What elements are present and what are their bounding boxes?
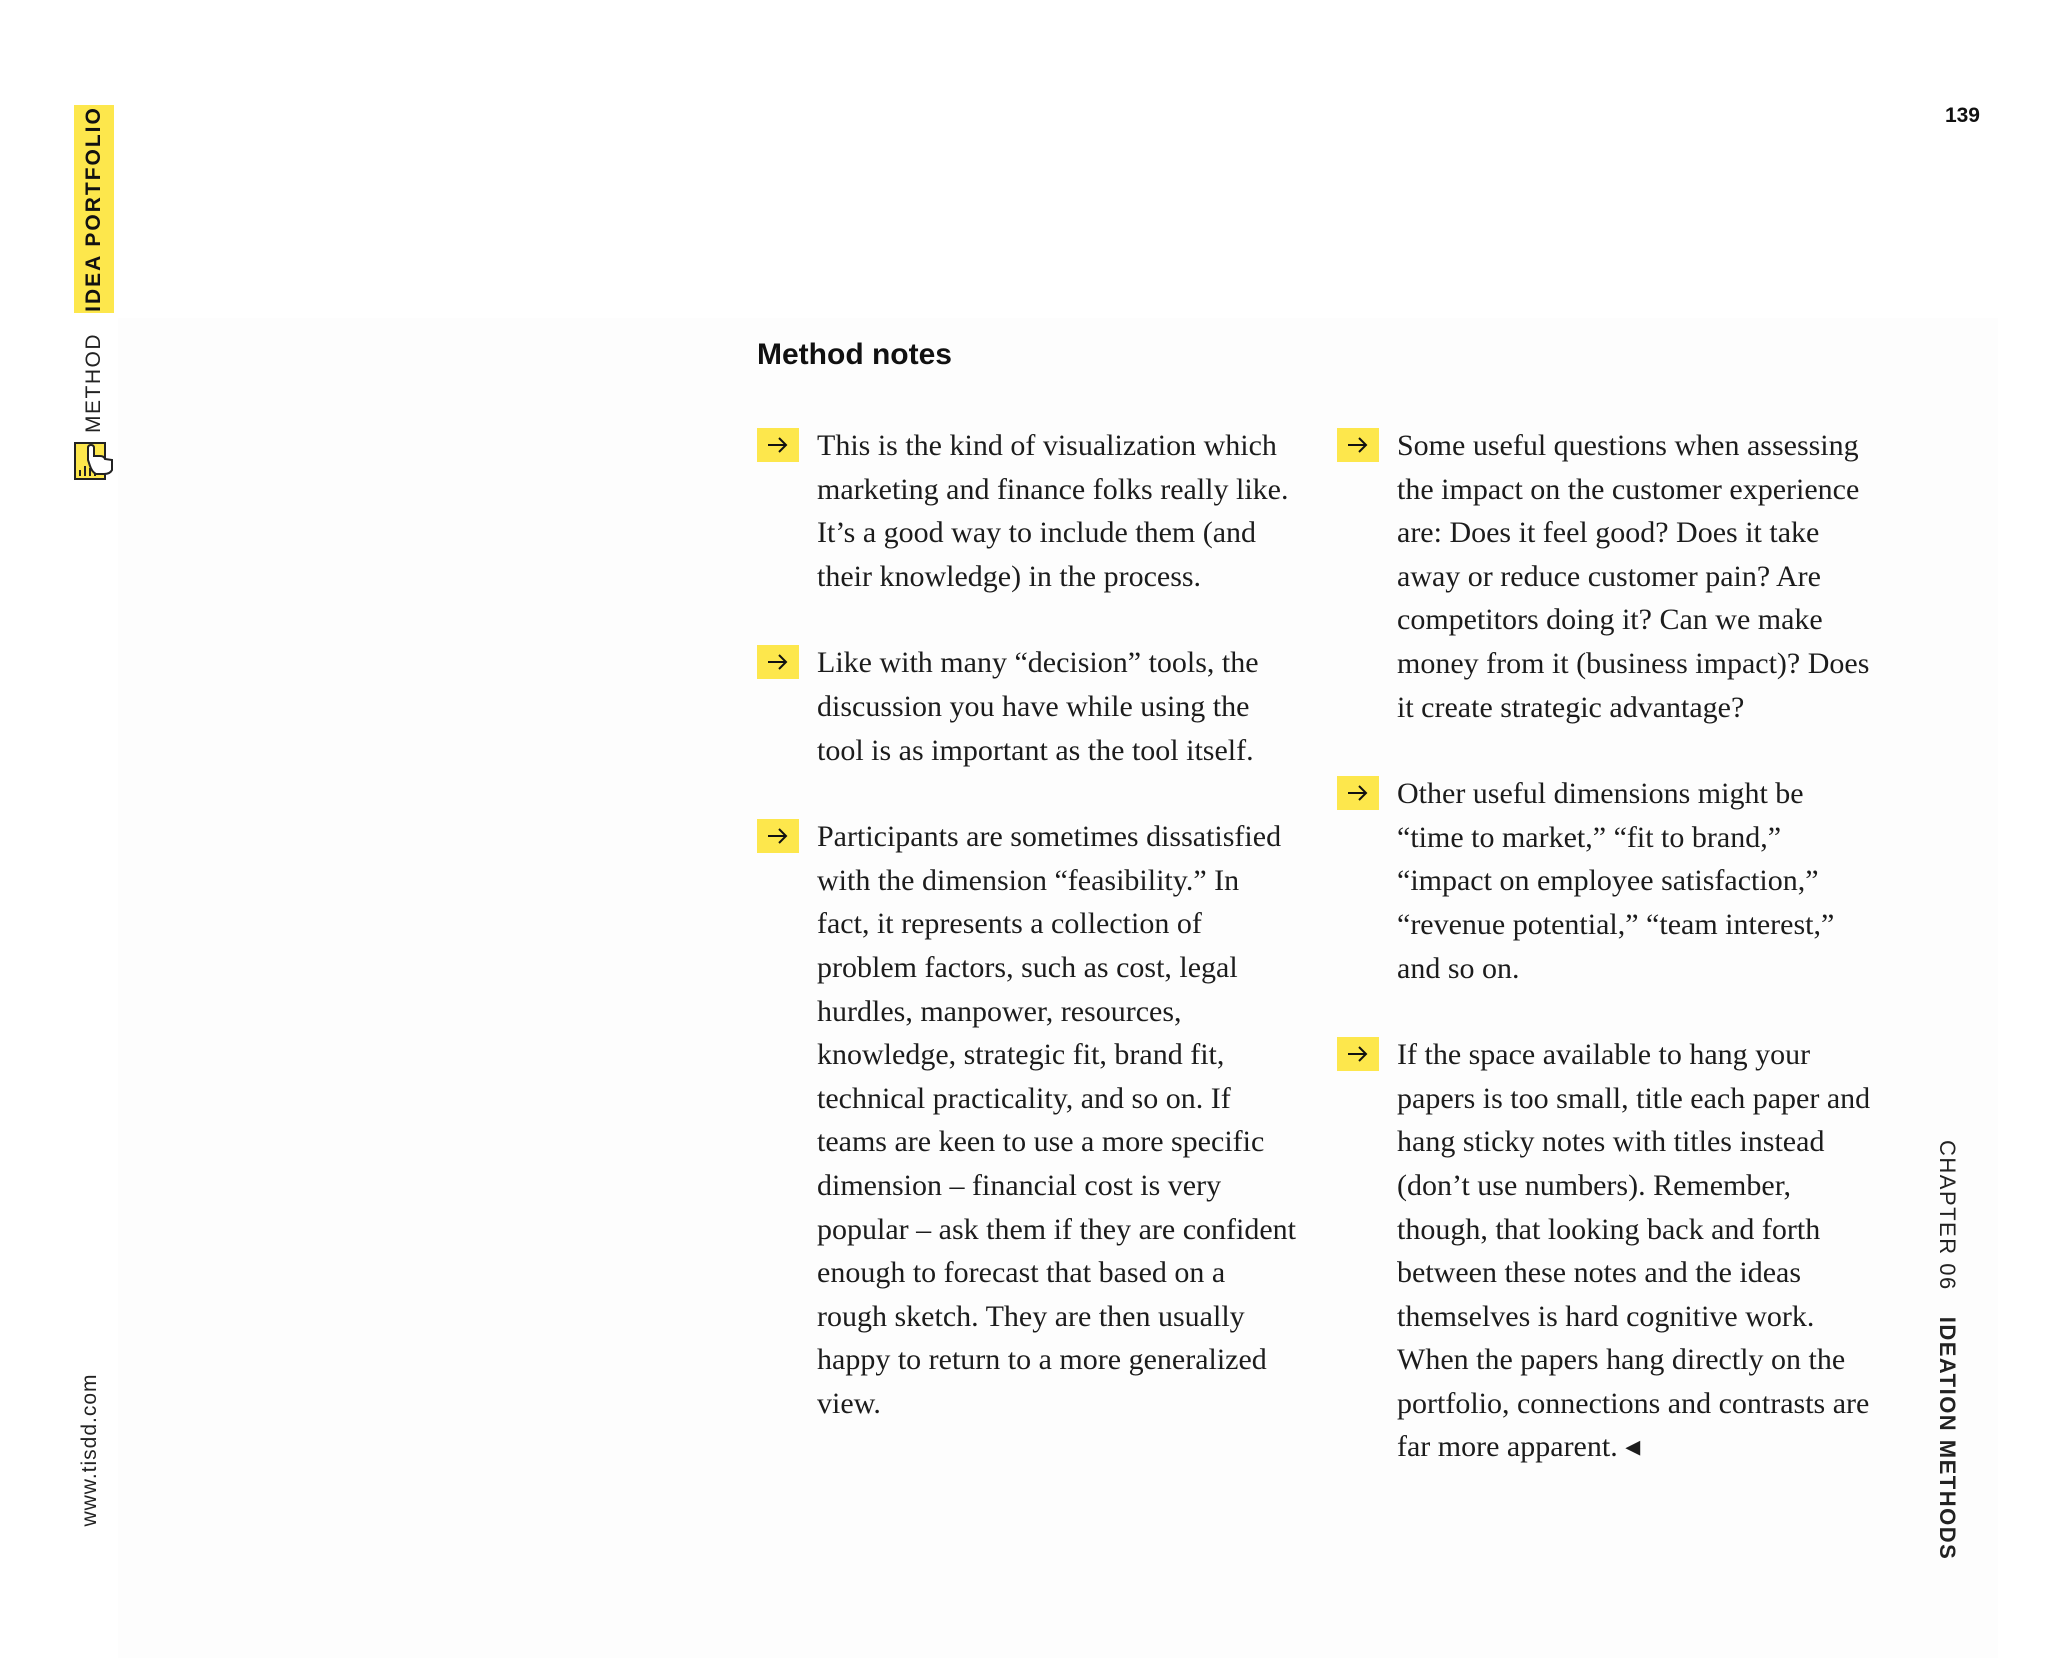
note-text: Like with many “decision” tools, the discussion you have while using the tool is as important as the tool itself. — [817, 646, 1259, 767]
list-item — [757, 815, 1297, 1425]
arrow-right-icon — [1337, 428, 1379, 462]
website-url: www.tisdd.com — [78, 1373, 101, 1527]
chapter-number: CHAPTER 06 — [1935, 1140, 1960, 1291]
note-text: Other useful dimensions might be “time to market,” “fit to brand,” “impact on employee satisfaction,” “revenue potential,” “team interest,” and so on. — [1397, 777, 1835, 985]
note-text: Some useful questions when assessing the impact on the customer experience are: Does it feel good? Does it take away or reduce customer pain? Are competitors doing it? Can we make money from it (business impact)? Does it create strategic advantage? — [1397, 429, 1870, 724]
arrow-right-icon — [1337, 776, 1379, 810]
note-text: This is the kind of visualization which marketing and finance folks really like. It’s a good way to include them (and their knowledge) in the process. — [817, 429, 1289, 593]
section-heading: Method notes — [757, 338, 952, 371]
list-item — [1337, 1033, 1877, 1469]
section-type-label: METHOD — [82, 333, 105, 433]
list-item — [1337, 424, 1877, 729]
list-item — [1337, 772, 1877, 990]
notes-column-left — [757, 424, 1297, 1468]
list-item — [757, 424, 1297, 598]
notes-column-right — [1337, 424, 1877, 1512]
note-text: Participants are sometimes dissatisfied with the dimension “feasibility.” In fact, it represents a collection of problem factors, such as cost, legal hurdles, manpower, resources, knowledge, strategic fit, brand fit, technical practicality, and so on. If teams are keen to use a more specific dimension – financial cost is very popular – ask them if they are confident enough to forecast that based on a rough sketch. They are then usually happy to return to a more generalized view. — [817, 820, 1297, 1420]
arrow-right-icon — [757, 428, 799, 462]
arrow-right-icon — [757, 645, 799, 679]
hand-pointing-chart-icon — [74, 440, 114, 482]
arrow-right-icon — [757, 819, 799, 853]
note-text: If the space available to hang your papers is too small, title each paper and hang sticky notes with titles instead (don’t use numbers). Remember, though, that looking back and forth between these notes and the ideas themselves is hard cognitive work. When the papers hang directly on the portfolio, connections and contrasts are far more apparent. ◂ — [1397, 1038, 1871, 1464]
arrow-right-icon — [1337, 1037, 1379, 1071]
chapter-title: IDEATION METHODS — [1935, 1316, 1960, 1561]
section-tag: IDEA PORTFOLIO — [82, 106, 105, 312]
list-item — [757, 641, 1297, 772]
page-number: 139 — [1944, 104, 1980, 127]
